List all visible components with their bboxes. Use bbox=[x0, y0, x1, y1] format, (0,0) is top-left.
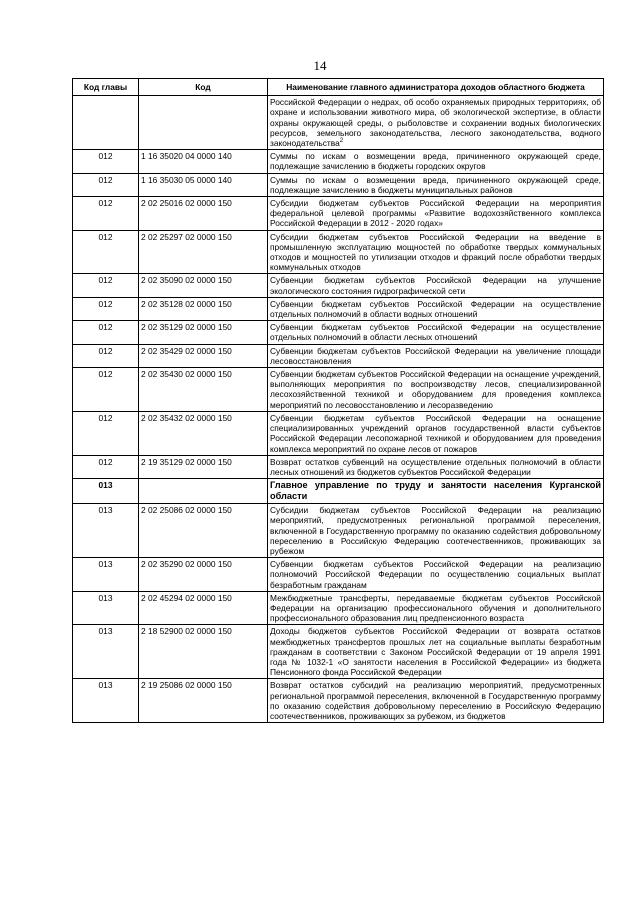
table-row bbox=[73, 591, 604, 625]
name-text: Субвенции бюджетам субъектов Российской Федерации на осуществление отдельных полномочий в области водных отношений bbox=[270, 298, 601, 320]
name-text: Субвенции бюджетам субъектов Российской Федерации на увеличение площади лесовосстановления bbox=[270, 345, 601, 366]
name-text: Субсидии бюджетам субъектов Российской Федерации на мероприятия федеральной целевой программы «Развитие водохозяйственного комплекса Российской Федерации в 2012 - 2020 годах» bbox=[270, 198, 601, 229]
chapter-code-cell: 012 bbox=[73, 455, 139, 478]
code-cell: 2 02 25016 02 0000 150 bbox=[139, 197, 268, 231]
chapter-code-cell: 013 bbox=[73, 679, 139, 723]
table-row bbox=[73, 411, 604, 455]
name-cell bbox=[268, 230, 604, 274]
name-cell bbox=[268, 411, 604, 455]
name-cell bbox=[268, 368, 604, 412]
name-cell bbox=[268, 274, 604, 297]
chapter-code-cell: 012 bbox=[73, 321, 139, 344]
code-cell: 2 02 35430 02 0000 150 bbox=[139, 368, 268, 412]
table-row bbox=[73, 321, 604, 344]
table-row bbox=[73, 344, 604, 367]
table-row bbox=[73, 368, 604, 412]
code-cell: 1 16 35030 05 0000 140 bbox=[139, 173, 268, 196]
name-cell bbox=[268, 591, 604, 625]
chapter-code-cell: 012 bbox=[73, 274, 139, 297]
chapter-code-cell: 012 bbox=[73, 230, 139, 274]
table-row bbox=[73, 679, 604, 723]
chapter-code-cell: 012 bbox=[73, 368, 139, 412]
code-cell: 2 02 45294 02 0000 150 bbox=[139, 591, 268, 625]
table-row bbox=[73, 274, 604, 297]
table-row bbox=[73, 230, 604, 274]
chapter-code-cell: 013 bbox=[73, 479, 139, 504]
code-cell: 2 18 52900 02 0000 150 bbox=[139, 625, 268, 679]
code-cell: 1 16 35020 04 0000 140 bbox=[139, 150, 268, 173]
name-cell bbox=[268, 297, 604, 320]
name-text: Субсидии бюджетам субъектов Российской Федерации на реализацию мероприятий, предусмотренных региональной программой переселения, включенной в Государственную программу по оказанию содействия добровольному переселению в Российскую Федерацию соотечественников, проживающих за рубежом bbox=[270, 505, 601, 556]
header-chapter-code: Код главы bbox=[73, 79, 139, 96]
code-cell: 2 02 35128 02 0000 150 bbox=[139, 297, 268, 320]
header-code: Код bbox=[139, 79, 268, 96]
name-text: Субсидии бюджетам субъектов Российской Федерации на введение в промышленную эксплуатацию мощностей по обработке твердых коммунальных отходов и мощностей по утилизации отходов и фракций после обработки твердых коммунальных отходов bbox=[270, 231, 601, 273]
table-row bbox=[73, 297, 604, 320]
chapter-code-cell: 012 bbox=[73, 150, 139, 173]
name-cell bbox=[268, 679, 604, 723]
table-row bbox=[73, 558, 604, 592]
code-cell bbox=[139, 479, 268, 504]
chapter-code-cell: 013 bbox=[73, 591, 139, 625]
chapter-code-cell: 012 bbox=[73, 197, 139, 231]
name-cell bbox=[268, 625, 604, 679]
organization-row bbox=[73, 479, 604, 504]
table-row bbox=[73, 173, 604, 196]
name-text: Возврат остатков субсидий на реализацию мероприятий, предусмотренных региональной программой переселения, включенной в Государственную программу по оказанию содействия добровольному переселению в Российскую Федерацию соотечественников, проживающих за рубежом, из бюджетов bbox=[270, 680, 601, 721]
code-cell: 2 19 35129 02 0000 150 bbox=[139, 455, 268, 478]
name-text: Российской Федерации о недрах, об особо охраняемых природных территориях, об охране и использовании животного мира, об экологической экспертизе, в области охраны окружающей среды, о рыболовстве и сохранении водных биологических ресурсов, земельного законодательства, лесного законодательства, водного законодательства bbox=[270, 97, 601, 149]
code-cell bbox=[139, 96, 268, 150]
name-text: Возврат остатков субвенций на осуществление отдельных полномочий в области лесных отношений из бюджетов субъектов Российской Федерации bbox=[270, 456, 601, 477]
name-cell bbox=[268, 504, 604, 558]
code-cell: 2 02 35129 02 0000 150 bbox=[139, 321, 268, 344]
chapter-code-cell bbox=[73, 96, 139, 150]
table-row bbox=[73, 504, 604, 558]
name-text: Субвенции бюджетам субъектов Российской Федерации на улучшение экологического состояния гидрографической сети bbox=[270, 275, 601, 296]
name-cell bbox=[268, 479, 604, 504]
name-cell bbox=[268, 344, 604, 367]
page-number: 14 bbox=[313, 58, 327, 73]
name-text: Доходы бюджетов субъектов Российской Федерации от возврата остатков межбюджетных трансфертов прошлых лет на социальные выплаты безработным гражданам в соответствии с Законом Российской Федерации от 19 апреля 1991 года № 1032-1 «О занятости населения в Российской Федерации» из бюджета Пенсионного фонда Российской Федерации bbox=[270, 626, 601, 678]
name-cell bbox=[268, 96, 604, 150]
revenue-administrators-table bbox=[72, 78, 604, 723]
code-cell: 2 02 35290 02 0000 150 bbox=[139, 558, 268, 592]
name-text: Главное управление по труду и занятости населения Курганской области bbox=[270, 480, 601, 502]
name-cell bbox=[268, 321, 604, 344]
name-text: Субвенции бюджетам субъектов Российской Федерации на реализацию полномочий Российской Федерации по осуществлению социальных выплат безработным гражданам bbox=[270, 559, 601, 590]
name-cell bbox=[268, 455, 604, 478]
chapter-code-cell: 013 bbox=[73, 504, 139, 558]
code-cell: 2 02 35432 02 0000 150 bbox=[139, 411, 268, 455]
code-cell: 2 02 35090 02 0000 150 bbox=[139, 274, 268, 297]
chapter-code-cell: 013 bbox=[73, 625, 139, 679]
chapter-code-cell: 012 bbox=[73, 344, 139, 367]
table-row bbox=[73, 150, 604, 173]
name-text: Субвенции бюджетам субъектов Российской Федерации на оснащение учреждений, выполняющих мероприятия по воспроизводству лесов, специализированной лесохозяйственной техникой и оборудованием для проведения комплекса мероприятий по лесовосстановлению и лесоразведению bbox=[270, 369, 601, 410]
header-name: Наименование главного администратора доходов областного бюджета bbox=[268, 79, 604, 96]
chapter-code-cell: 013 bbox=[73, 558, 139, 592]
code-cell: 2 19 25086 02 0000 150 bbox=[139, 679, 268, 723]
chapter-code-cell: 012 bbox=[73, 411, 139, 455]
code-cell: 2 02 25297 02 0000 150 bbox=[139, 230, 268, 274]
name-text: Суммы по искам о возмещении вреда, причиненного окружающей среде, подлежащие зачислению в бюджеты городских округов bbox=[270, 151, 601, 172]
name-text: Межбюджетные трансферты, передаваемые бюджетам субъектов Российской Федерации на организацию профессионального обучения и дополнительного профессионального образования лиц предпенсионного возраста bbox=[270, 592, 601, 624]
name-cell bbox=[268, 173, 604, 196]
code-cell: 2 02 35429 02 0000 150 bbox=[139, 344, 268, 367]
table-row bbox=[73, 455, 604, 478]
table-row bbox=[73, 625, 604, 679]
name-text: Субвенции бюджетам субъектов Российской Федерации на осуществление отдельных полномочий в области лесных отношений bbox=[270, 322, 601, 343]
name-cell bbox=[268, 150, 604, 173]
chapter-code-cell: 012 bbox=[73, 297, 139, 320]
table-row bbox=[73, 96, 604, 150]
footnote-marker: 2 bbox=[339, 138, 344, 145]
name-cell bbox=[268, 197, 604, 231]
chapter-code-cell: 012 bbox=[73, 173, 139, 196]
table-header-row bbox=[73, 79, 604, 96]
table-row bbox=[73, 197, 604, 231]
name-text: Суммы по искам о возмещении вреда, причиненного окружающей среде, подлежащие зачислению в бюджеты муниципальных районов bbox=[270, 174, 601, 195]
code-cell: 2 02 25086 02 0000 150 bbox=[139, 504, 268, 558]
name-cell bbox=[268, 558, 604, 592]
name-text: Субвенции бюджетам субъектов Российской Федерации на оснащение специализированных учреждений органов государственной власти субъектов Российской Федерации лесопожарной техникой и оборудованием для проведения комплекса мероприятий по охране лесов от пожаров bbox=[270, 412, 601, 454]
